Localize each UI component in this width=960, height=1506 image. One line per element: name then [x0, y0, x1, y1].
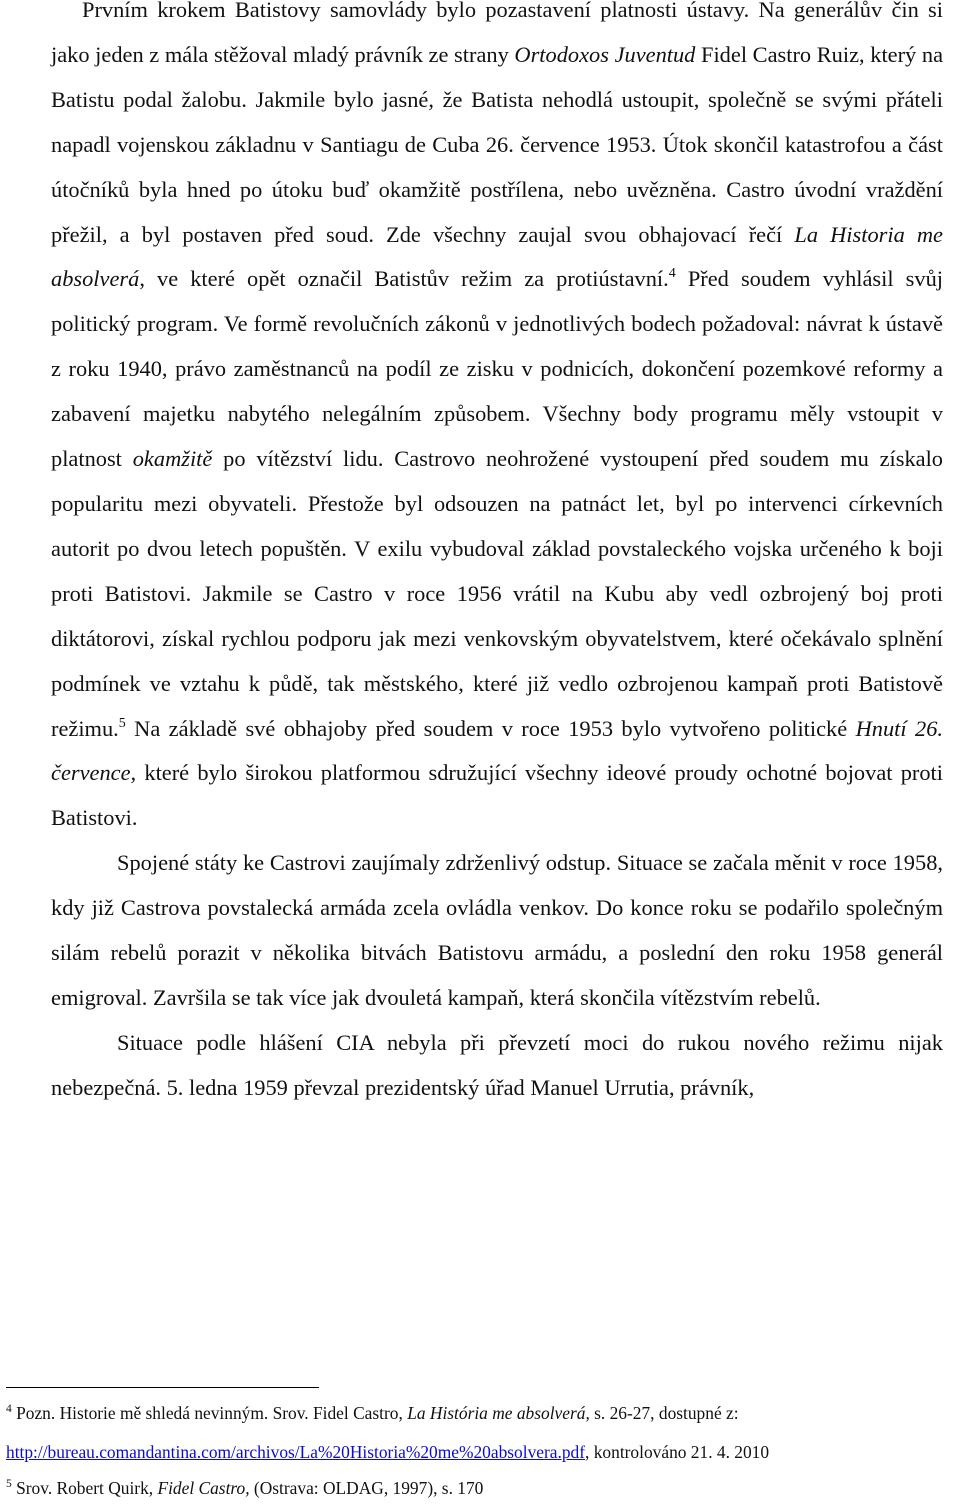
footnote-4-continued [6, 1442, 960, 1463]
footnote-text: Pozn. Historie mě shledá nevinným. Srov. Fidel Castro, [11, 1403, 408, 1423]
text-span: Na základě své obhajoby před soudem v roce 1953 bylo vytvořeno politické [125, 715, 856, 741]
text-span: Fidel Castro Ruiz, který na Batistu podal žalobu. Jakmile bylo jasné, že Batista nehodlá ustoupit, společně se svými přáteli napadl vojenskou základnu v Santiagu de Cuba 26. července 1953. Útok skončil katastrofou a část útočníků byla hned po útoku buď okamžitě postřílena, nebo uvězněna. Castro úvodní vraždění přežil, a byl postaven před soud. Zde všechny zaujal svou obhajovací řečí [51, 41, 944, 247]
paragraph-us-stance: Spojené státy ke Castrovi zaujímaly zdrženlivý odstup. Situace se začala měnit v roce 1958, kdy již Castrova povstalecká armáda zcela ovládla venkov. Do konce roku se podařilo společným silám rebelů porazit v několika bitvách Batistovu armádu, a poslední den roku 1958 generál emigroval. Završila se tak více jak dvouletá kampaň, která skončila vítězstvím rebelů. [51, 850, 943, 1010]
footnote-title-italic: La História me absolverá, [407, 1403, 590, 1423]
footnote-number: 4 [6, 1403, 12, 1415]
party-name-italic: Ortodoxos Juventud [514, 41, 696, 67]
text-span: , ve které opět označil Batistův režim za protiústavní. [139, 266, 669, 292]
footnote-text: s. 26-27, dostupné z: [589, 1403, 739, 1423]
footnote-ref-5[interactable]: 5 [118, 715, 126, 731]
footnote-number: 5 [6, 1478, 12, 1490]
text-span: které bylo širokou platformou sdružující všechny ideové proudy ochotné bojovat proti Batistovi. [51, 760, 943, 831]
source-link[interactable]: http://bureau.comandantina.com/archivos/La%20Historia%20me%20absolvera.pdf [6, 1442, 586, 1462]
text-span: Před soudem vyhlásil svůj politický program. Ve formě revolučních zákonů v jednotlivých bodech požadoval: návrat k ústavě z roku 1940, právo zaměstnanců na podíl ze zisku v podnicích, dokončení pozemkové reformy a zabavení majetku nabytého nelegálním způsobem. Všechny body programu měly vstoupit v platnost [51, 266, 943, 472]
movement-name-italic: Hnutí 26. července, [51, 715, 943, 786]
immediately-italic: okamžitě [132, 446, 213, 472]
text-span: po vítězství lidu. Castrovo neohrožené vystoupení před soudem mu získalo popularitu mezi obyvateli. Přestože byl odsouzen na patnáct let, byl po intervenci církevních autorit po dvou letech popuštěn. V exilu vybudoval základ povstaleckého vojska určeného k boji proti Batistovi. Jakmile se Castro v roce 1956 vrátil na Kubu aby vedl ozbrojený boj proti diktátorovi, získal rychlou podporu jak mezi venkovským obyvatelstvem, které očekávalo splnění podmínek ve vztahu k půdě, tak městského, které již vedlo ozbrojenou kampaň proti Batistově režimu. [51, 446, 944, 741]
speech-title-italic: La Historia me absolverá [51, 221, 943, 292]
paragraph-cia-report: Situace podle hlášení CIA nebyla při převzetí moci do rukou nového režimu nijak nebezpečná. 5. ledna 1959 převzal prezidentský úřad Manuel Urrutia, právník, [51, 1029, 943, 1100]
body-text [51, 0, 943, 1111]
footnote-text: (Ostrava: OLDAG, 1997), s. 170 [249, 1478, 484, 1498]
text-span: Prvním krokem Batistovy samovlády bylo pozastavení platnosti ústavy. Na generálův čin si jako jeden z mála stěžoval mladý právník ze strany [51, 0, 943, 67]
footnote-4 [6, 1403, 960, 1424]
footnote-separator [6, 1387, 319, 1388]
footnote-text: , kontrolováno 21. 4. 2010 [585, 1442, 770, 1462]
footnote-text: Srov. Robert Quirk, [11, 1478, 158, 1498]
footnote-title-italic: Fidel Castro, [157, 1478, 250, 1498]
footnote-ref-4[interactable]: 4 [668, 266, 676, 282]
footnote-5 [6, 1478, 960, 1499]
paragraph-castro-rise [51, 0, 943, 841]
